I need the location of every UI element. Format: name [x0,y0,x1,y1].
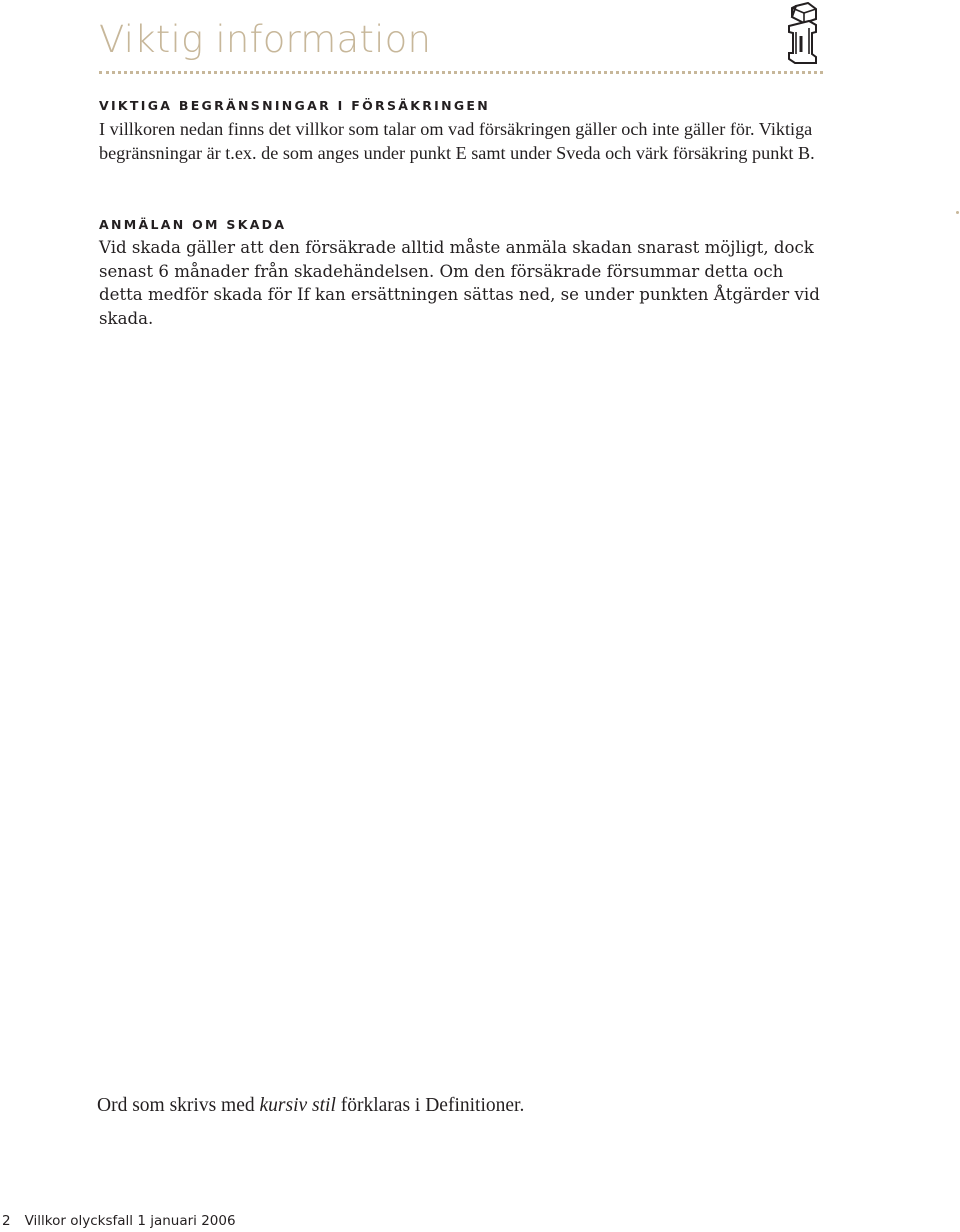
document-title: Villkor olycksfall 1 januari 2006 [24,1213,236,1229]
section-body-claim-report: Vid skada gäller att den försäkrade alltid måste anmäla skadan snarast möjligt, dock senast 6 månader från skadehändelsen. Om den försäkrade försummar detta och detta medför skada för If kan ersättningen sättas ned, se under punkten Åtgärder vid skada. [99,238,820,328]
section-heading-claim-report: ANMÄLAN OM SKADA [99,217,287,232]
footnote-text-before: Ord som skrivs med [97,1095,260,1116]
page-number: 2 [2,1213,11,1229]
edge-mark [956,211,959,214]
footnote-text-after: förklaras i Definitioner. [335,1095,525,1116]
section-body-limitations: I villkoren nedan finns det villkor som talar om vad försäkringen gäller och inte gäller för. Viktiga begränsningar är t.ex. de som anges under punkt E samt under Sveda och värk försäkring punkt B. [99,119,815,163]
page-title: Viktig information [99,18,432,61]
section-heading-limitations: VIKTIGA BEGRÄNSNINGAR I FÖRSÄKRINGEN [99,98,491,113]
italic-style-footnote [97,1094,524,1118]
page-footer [0,1212,236,1230]
title-divider [99,71,823,74]
info-icon [783,2,821,64]
footnote-italic-term: kursiv stil [259,1095,336,1116]
